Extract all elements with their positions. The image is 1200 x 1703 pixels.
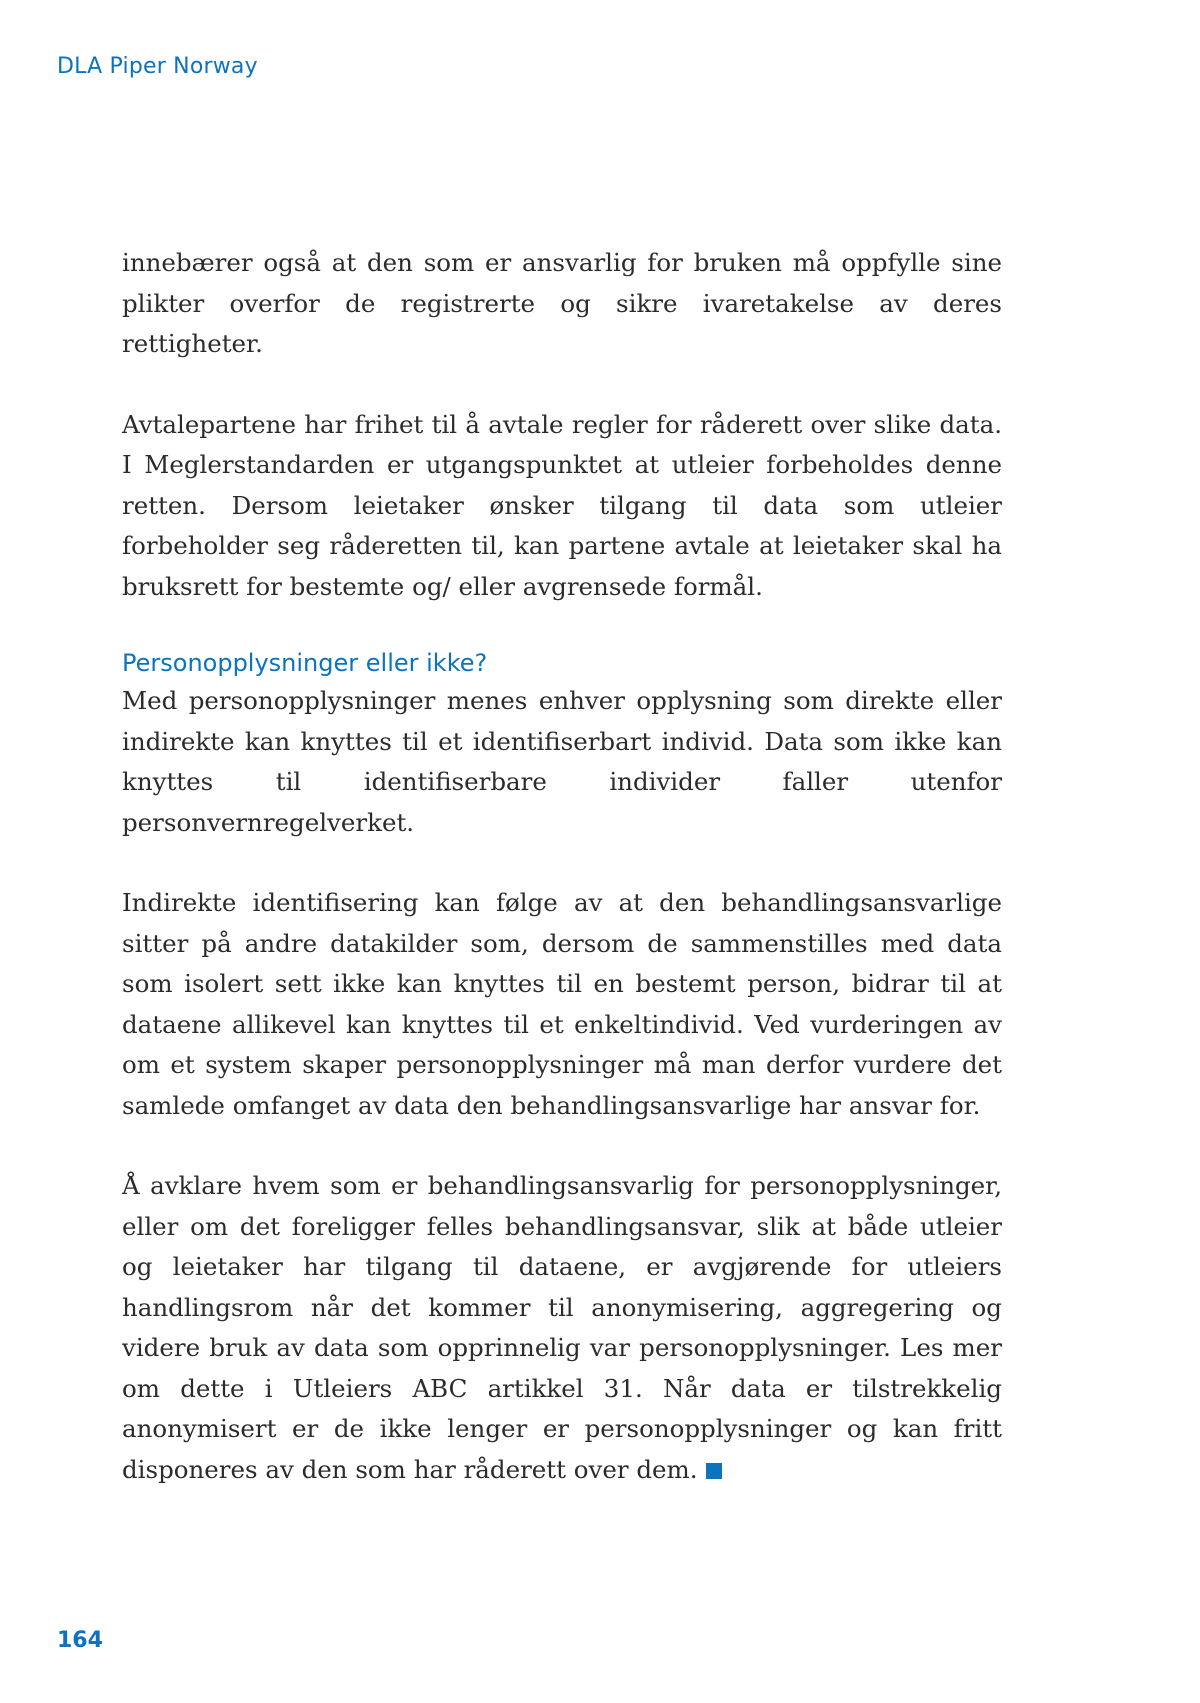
end-of-article-square-icon — [706, 1463, 722, 1479]
paragraph: innebærer også at den som er ansvarlig for bruken må oppfylle sine plikter overfor de registrerte og sikre ivaretakelse av deres rettigheter. — [122, 248, 1002, 358]
page-number: 164 — [57, 1628, 103, 1653]
paragraph: Indirekte identifisering kan følge av at den behandlingsansvarlige sitter på andre datakilder som, dersom de sammenstilles med data som isolert sett ikke kan knyttes til en bestemt person, bidrar til at dataene allikevel kan knyttes til et enkeltindivid. Ved vurderingen av om et system skaper personopplysninger må man derfor vurdere det samlede omfanget av data den behandlingsansvarlige har ansvar for. — [122, 888, 1002, 1120]
paragraph: Avtalepartene har frihet til å avtale regler for råderett over slike data. I Meglerstandarden er utgangspunktet at utleier forbeholdes denne retten. Dersom leietaker ønsker tilgang til data som utleier forbeholder seg råderetten til, kan partene avtale at leietaker skal ha bruksrett for bestemte og/ eller avgrensede formål. — [122, 409, 1002, 601]
paragraph: Med personopplysninger menes enhver opplysning som direkte eller indirekte kan knyttes til et identifiserbart individ. Data som ikke kan knyttes til identifiserbare individer faller utenfor personvernregelverket. — [122, 686, 1002, 837]
running-header: DLA Piper Norway — [57, 54, 258, 79]
section-heading: Personopplysninger eller ikke? — [122, 649, 488, 677]
article-body — [122, 243, 1002, 1530]
paragraph-text: Å avklare hvem som er behandlingsansvarlig for personopplysninger, eller om det foreligger felles behandlingsansvar, slik at både utleier og leietaker har tilgang til dataene, er avgjørende for utleiers handlingsrom når det kommer til anonymisering, aggregering og videre bruk av data som opprinnelig var personopplysninger. Les mer om dette i Utleiers ABC artikkel 31. Når data er tilstrekkelig anonymisert er de ikke lenger er personopplysninger og kan fritt disponeres av den som har råderett over dem. — [122, 1171, 1002, 1484]
paragraph-last — [122, 1166, 1002, 1490]
